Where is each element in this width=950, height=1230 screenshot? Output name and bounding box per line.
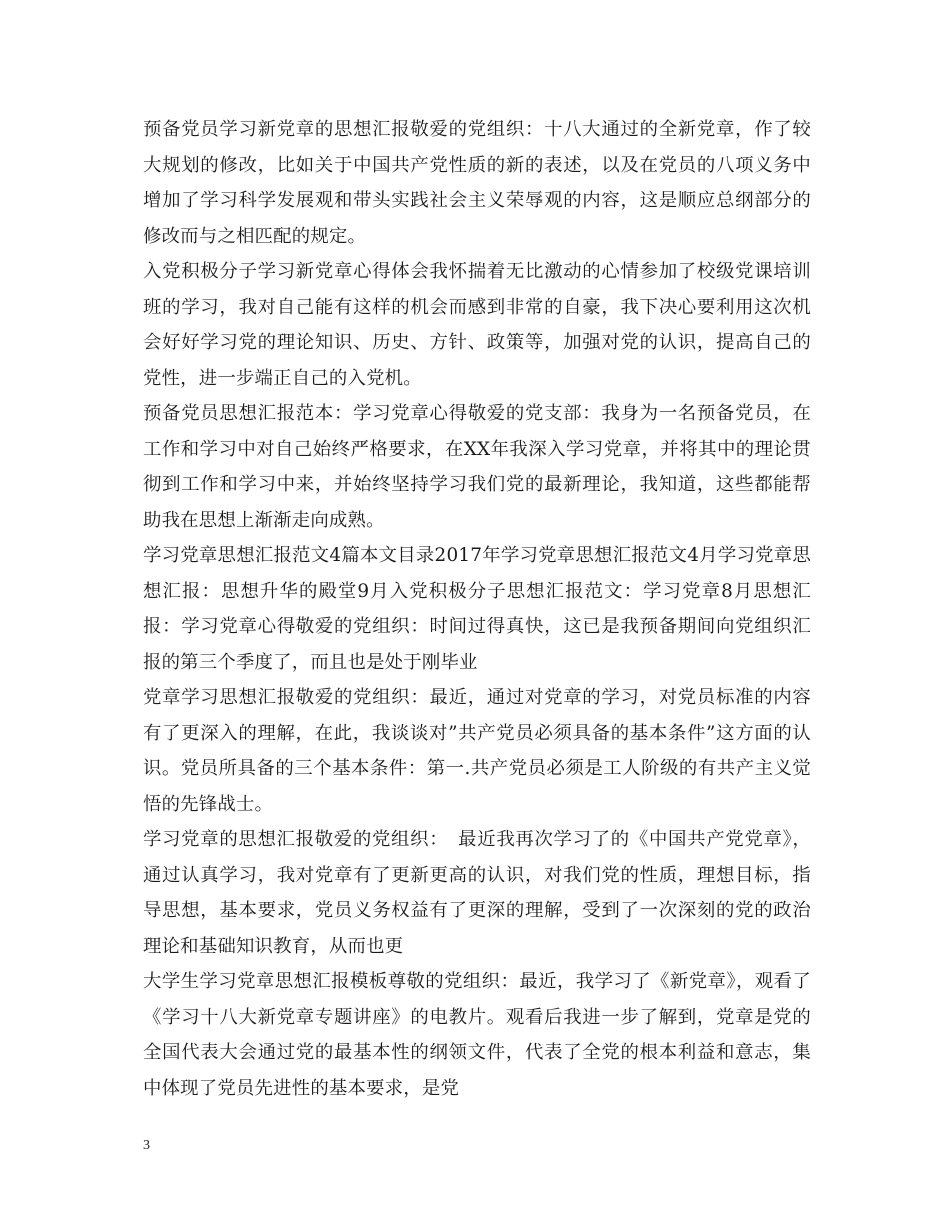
paragraph-1: 预备党员学习新党章的思想汇报敬爱的党组织：十八大通过的全新党章，作了较大规划的修改，比如关于中国共产党性质的新的表述，以及在党员的八项义务中增加了学习科学发展观和带头实践社会主义荣辱观的内容，这是顺应总纲部分的修改而与之相匹配的规定。 [143,119,811,247]
paragraph-5: 党章学习思想汇报敬爱的党组织：最近，通过对党章的学习，对党员标准的内容有了更深入的理解，在此，我谈谈对”共产党员必须具备的基本条件”这方面的认识。党员所具备的三个基本条件：第一.共产党员必须是工人阶级的有共产主义觉悟的先锋战士。 [143,687,811,815]
paragraph-2: 入党积极分子学习新党章心得体会我怀揣着无比激动的心情参加了校级党课培训班的学习，我对自己能有这样的机会而感到非常的自豪，我下决心要利用这次机会好好学习党的理论知识、历史、方针、政策等，加强对党的认识，提高自己的党性，进一步端正自己的入党机。 [143,261,811,389]
document-body [143,112,811,1106]
paragraph-6: 学习党章的思想汇报敬爱的党组织： 最近我再次学习了的《中国共产党党章》，通过认真学习，我对党章有了更新更高的认识，对我们党的性质，理想目标，指导思想，基本要求，党员义务权益有了更深的理解，受到了一次深刻的党的政治理论和基础知识教育，从而也更 [143,829,811,957]
paragraph-7: 大学生学习党章思想汇报模板尊敬的党组织：最近，我学习了《新党章》，观看了《学习十八大新党章专题讲座》的电教片。观看后我进一步了解到，党章是党的全国代表大会通过党的最基本性的纲领文件，代表了全党的根本利益和意志，集中体现了党员先进性的基本要求，是党 [143,971,811,1099]
page-number: 3 [143,1138,150,1153]
paragraph-4: 学习党章思想汇报范文4篇本文目录2017年学习党章思想汇报范文4月学习党章思想汇报：思想升华的殿堂9月入党积极分子思想汇报范文：学习党章8月思想汇报：学习党章心得敬爱的党组织：时间过得真快，这已是我预备期间向党组织汇报的第三个季度了，而且也是处于刚毕业 [143,545,811,673]
paragraph-3: 预备党员思想汇报范本：学习党章心得敬爱的党支部：我身为一名预备党员，在工作和学习中对自己始终严格要求，在XX年我深入学习党章，并将其中的理论贯彻到工作和学习中来，并始终坚持学习我们党的最新理论，我知道，这些都能帮助我在思想上渐渐走向成熟。 [143,403,811,531]
